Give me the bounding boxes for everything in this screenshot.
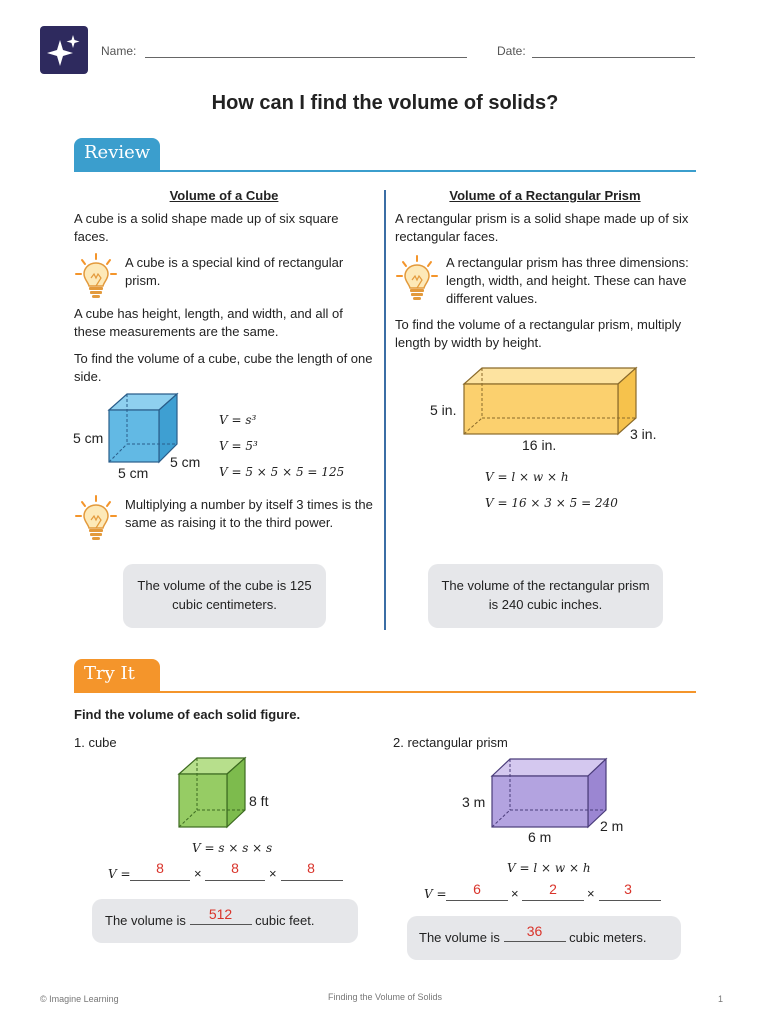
q2-result-blank[interactable] [504,923,566,942]
date-field[interactable] [532,57,695,58]
q1-result-prefix: The volume is [105,913,186,928]
q1-formula: V = s × s × s [192,841,273,855]
q2-v-label: V = [424,887,447,901]
column-divider [384,190,386,630]
cube-eq-1: V = s³ [219,413,257,427]
q2-result-answer: 36 [526,923,543,939]
name-field[interactable] [145,57,467,58]
q1-blank-2[interactable] [205,880,265,881]
footer-copyright: © Imagine Learning [40,994,119,1004]
name-label: Name: [101,44,137,58]
cube-tip-2: Multiplying a number by itself 3 times is the same as raising it to the third power. [125,497,373,530]
footer-title: Finding the Volume of Solids [327,992,443,1002]
q2-dim-height: 3 m [462,794,486,810]
q2-label: 2. rectangular prism [393,735,508,750]
date-label: Date: [497,44,526,58]
cube-eq-2: V = 5³ [219,439,258,453]
q1-result-blank[interactable] [190,906,252,925]
prism-eq-1: V = l × w × h [485,470,569,484]
tryit-divider [74,691,696,693]
q1-answer-3: 8 [307,860,315,876]
q2-answer-1: 6 [473,881,481,897]
prism-eq-2: V = 16 × 3 × 5 = 240 [485,496,618,510]
tryit-instruction: Find the volume of each solid figure. [74,707,301,722]
q1-blank-1[interactable] [130,880,190,881]
prism-heading: Volume of a Rectangular Prism [449,188,641,203]
q2-dim-width: 2 m [600,818,624,834]
cube-eq-3: V = 5 × 5 × 5 = 125 [219,465,345,479]
q2-blank-2[interactable] [522,900,584,901]
q1-answer-2: 8 [231,860,239,876]
q2-times-1: × [511,886,519,901]
cube-dim-height: 5 cm [73,430,104,446]
q2-formula: V = l × w × h [507,861,591,875]
q2-blank-3[interactable] [599,900,661,901]
tryit-tab: Try It [74,659,160,693]
q2-result-prefix: The volume is [419,930,500,945]
page-title: How can I find the volume of solids? [211,92,559,114]
q2-answer-3: 3 [624,881,632,897]
q1-result-answer: 512 [208,906,233,922]
q1-blank-3[interactable] [281,880,343,881]
q2-times-2: × [587,886,595,901]
q1-dim: 8 ft [249,793,269,809]
cube-result-box: The volume of the cube is 125 cubic centimeters. [123,564,326,628]
q2-answer-2: 2 [549,881,557,897]
prism-result-box: The volume of the rectangular prism is 240 cubic inches. [428,564,663,628]
q1-result-suffix: cubic feet. [255,913,315,928]
prism-dim-width: 3 in. [630,426,657,442]
cube-measurements-text: A cube has height, length, and width, and all of these measurements are the same. [74,306,343,339]
prism-volume-instruction: To find the volume of a rectangular prism, multiply length by width by height. [395,317,682,350]
lightbulb-icon [74,494,118,549]
footer-page-number: 1 [718,994,724,1004]
lightbulb-icon [74,252,118,307]
prism-dim-height: 5 in. [430,402,457,418]
q1-times-2: × [269,866,277,881]
prism-tip-1: A rectangular prism has three dimensions: length, width, and height. These can have different values. [446,255,689,306]
q1-result-box [92,899,358,943]
prism-diagram [460,366,640,443]
prism-definition: A rectangular prism is a solid shape made up of six rectangular faces. [395,211,689,244]
q2-prism-diagram [489,756,609,835]
sparkle-icon [40,26,88,74]
q2-result-box [407,916,681,960]
cube-dim-width: 5 cm [170,454,201,470]
cube-dim-length: 5 cm [118,465,149,481]
sparkle-logo [40,26,88,74]
cube-definition: A cube is a solid shape made up of six square faces. [74,211,339,244]
cube-tip-1: A cube is a special kind of rectangular prism. [125,255,344,288]
q1-v-label: V = [108,867,131,881]
q2-blank-1[interactable] [446,900,508,901]
q1-cube-diagram [176,756,248,835]
review-divider [74,170,696,172]
cube-volume-instruction: To find the volume of a cube, cube the length of one side. [74,351,373,384]
q2-dim-length: 6 m [528,829,552,845]
q2-result-suffix: cubic meters. [569,930,647,945]
q1-label: 1. cube [74,735,117,750]
prism-dim-length: 16 in. [522,437,557,453]
q1-times-1: × [194,866,202,881]
q1-answer-1: 8 [156,860,164,876]
lightbulb-icon [395,254,439,309]
cube-heading: Volume of a Cube [169,188,279,203]
review-tab: Review [74,138,160,172]
